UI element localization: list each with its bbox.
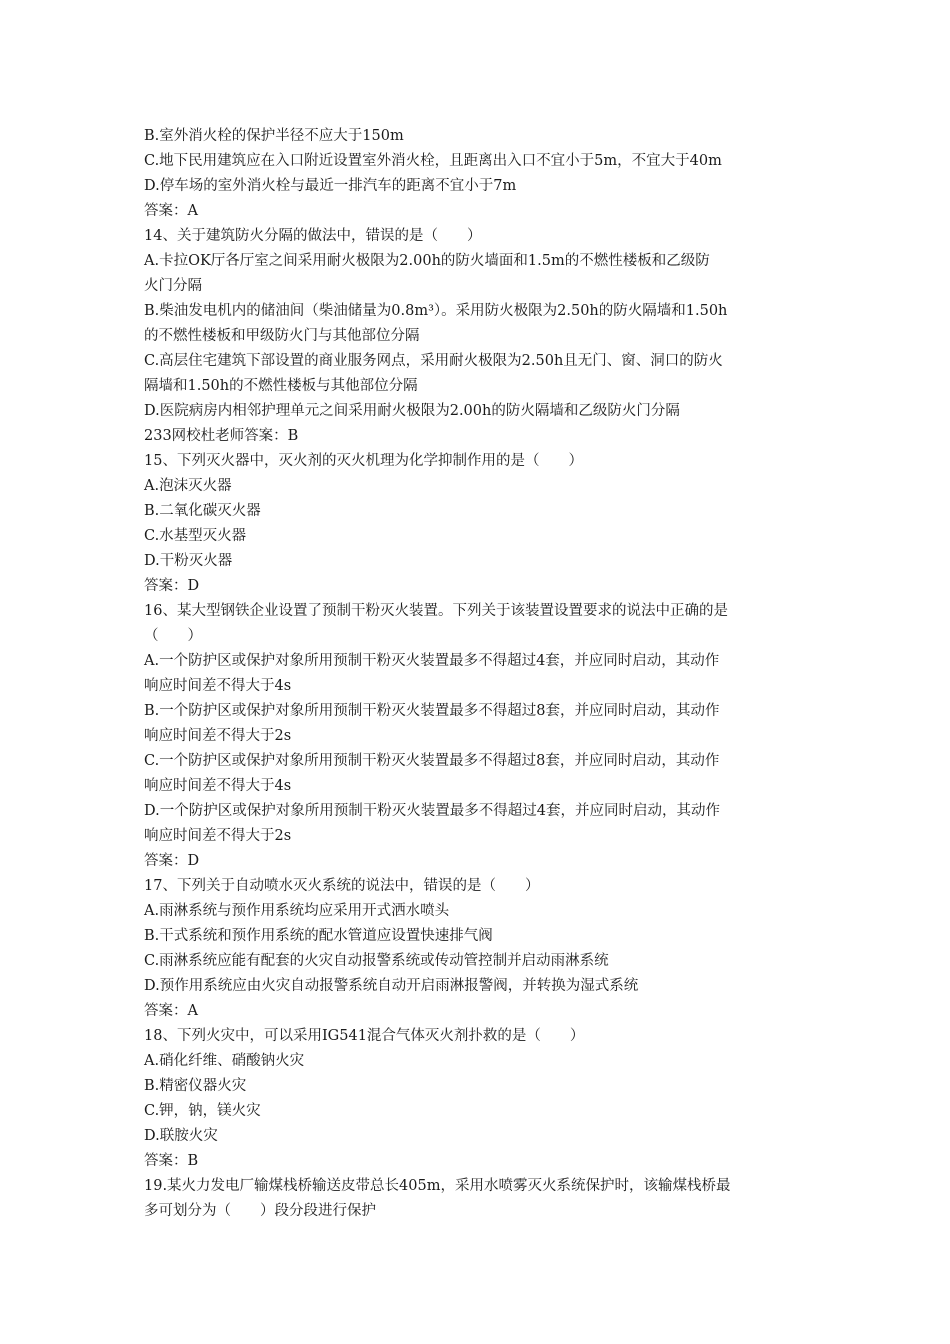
text-line: A.泡沫灭火器	[144, 478, 232, 494]
text-line: B.二氧化碳灭火器	[144, 503, 261, 519]
text-line: 答案：D	[144, 578, 200, 594]
text-line: D.停车场的室外消火栓与最近一排汽车的距离不宜小于7m	[144, 178, 517, 194]
text-line: 答案：B	[144, 1153, 199, 1169]
text-line: （ ）	[144, 628, 202, 644]
text-line: 17、下列关于自动喷水灭火系统的说法中，错误的是（ ）	[144, 878, 540, 894]
text-line: C.水基型灭火器	[144, 528, 247, 544]
text-line: 14、关于建筑防火分隔的做法中，错误的是（ ）	[144, 228, 482, 244]
text-line: A.一个防护区或保护对象所用预制干粉灭火装置最多不得超过4套，并应同时启动，其动作	[144, 653, 720, 669]
text-line: 19.某火力发电厂输煤栈桥输送皮带总长405m，采用水喷雾灭火系统保护时，该输煤栈桥最	[144, 1178, 731, 1194]
text-line: 15、下列灭火器中，灭火剂的灭火机理为化学抑制作用的是（ ）	[144, 453, 583, 469]
text-line: B.室外消火栓的保护半径不应大于150m	[144, 128, 404, 144]
text-line: D.干粉灭火器	[144, 553, 233, 569]
text-line: C.雨淋系统应能有配套的火灾自动报警系统或传动管控制并启动雨淋系统	[144, 953, 609, 969]
text-line: D.医院病房内相邻护理单元之间采用耐火极限为2.00h的防火隔墙和乙级防火门分隔	[144, 403, 680, 419]
text-line: 火门分隔	[144, 278, 202, 294]
text-line: 答案：A	[144, 1003, 198, 1019]
text-line: 答案：A	[144, 203, 198, 219]
text-line: D.预作用系统应由火灾自动报警系统自动开启雨淋报警阀，并转换为湿式系统	[144, 978, 639, 994]
text-line: A.硝化纤维、硝酸钠火灾	[144, 1053, 305, 1069]
text-line: B.干式系统和预作用系统的配水管道应设置快速排气阀	[144, 928, 493, 944]
text-line: A.雨淋系统与预作用系统均应采用开式洒水喷头	[144, 903, 450, 919]
text-line: 响应时间差不得大于2s	[144, 728, 292, 744]
text-line: B.一个防护区或保护对象所用预制干粉灭火装置最多不得超过8套，并应同时启动，其动作	[144, 703, 720, 719]
text-line: C.钾，钠，镁火灾	[144, 1103, 261, 1119]
text-line: D.联胺火灾	[144, 1128, 218, 1144]
text-line: 隔墙和1.50h的不燃性楼板与其他部位分隔	[144, 378, 418, 394]
text-line: 响应时间差不得大于2s	[144, 828, 292, 844]
text-line: B.柴油发电机内的储油间（柴油储量为0.8m³）。采用防火极限为2.50h的防火隔墙和1.50h	[144, 303, 728, 319]
text-line: 响应时间差不得大于4s	[144, 678, 292, 694]
text-line: A.卡拉OK厅各厅室之间采用耐火极限为2.00h的防火墙面和1.5m的不燃性楼板和乙级防	[144, 253, 710, 269]
text-line: 18、下列火灾中，可以采用IG541混合气体灭火剂扑救的是（ ）	[144, 1028, 585, 1044]
text-line: 多可划分为（ ）段分段进行保护	[144, 1203, 376, 1219]
text-line: C.一个防护区或保护对象所用预制干粉灭火装置最多不得超过8套，并应同时启动，其动作	[144, 753, 720, 769]
text-line: 答案：D	[144, 853, 200, 869]
text-line: B.精密仪器火灾	[144, 1078, 247, 1094]
text-line: C.高层住宅建筑下部设置的商业服务网点，采用耐火极限为2.50h且无门、窗、洞口的防火	[144, 353, 723, 369]
text-line: C.地下民用建筑应在入口附近设置室外消火栓，且距离出入口不宜小于5m，不宜大于40m	[144, 153, 722, 169]
text-line: 233网校杜老师答案：B	[144, 428, 299, 444]
text-line: 响应时间差不得大于4s	[144, 778, 292, 794]
text-line: D.一个防护区或保护对象所用预制干粉灭火装置最多不得超过4套，并应同时启动，其动作	[144, 803, 720, 819]
text-line: 的不燃性楼板和甲级防火门与其他部位分隔	[144, 328, 420, 344]
text-line: 16、某大型钢铁企业设置了预制干粉灭火装置。下列关于该装置设置要求的说法中正确的是	[144, 603, 728, 619]
document-page	[144, 124, 824, 1224]
